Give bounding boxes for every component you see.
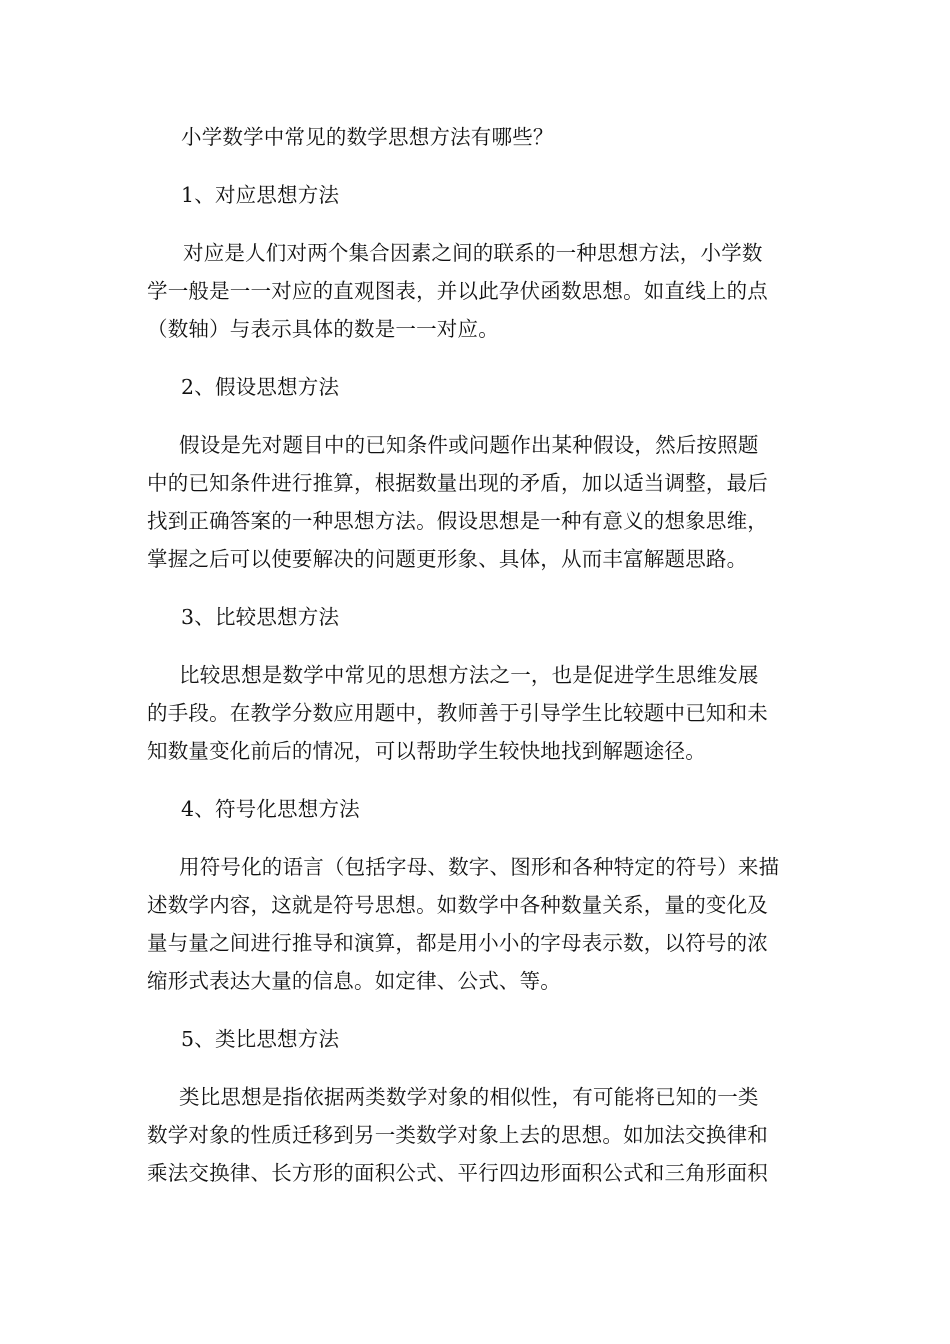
section-paragraph-1 <box>147 234 810 348</box>
section-paragraph-5 <box>147 1078 810 1192</box>
section-paragraph-3 <box>147 656 810 770</box>
section-paragraph-2 <box>147 426 810 578</box>
paragraph-line: 找到正确答案的一种思想方法。假设思想是一种有意义的想象思维， <box>147 509 768 533</box>
paragraph-line: 的手段。在教学分数应用题中，教师善于引导学生比较题中已知和未 <box>147 701 768 725</box>
paragraph-line: 中的已知条件进行推算，根据数量出现的矛盾，加以适当调整，最后 <box>147 471 768 495</box>
paragraph-line: 乘法交换律、长方形的面积公式、平行四边形面积公式和三角形面积 <box>147 1161 768 1185</box>
paragraph-line: 数学对象的性质迁移到另一类数学对象上去的思想。如加法交换律和 <box>147 1123 768 1147</box>
paragraph-line: 类比思想是指依据两类数学对象的相似性，有可能将已知的一类 <box>179 1085 759 1109</box>
section-heading-3: 3、比较思想方法 <box>181 605 340 629</box>
paragraph-line: 缩形式表达大量的信息。如定律、公式、等。 <box>147 969 561 993</box>
section-heading-4: 4、符号化思想方法 <box>181 797 360 821</box>
section-heading-1: 1、对应思想方法 <box>181 183 340 207</box>
paragraph-line: 量与量之间进行推导和演算，都是用小小的字母表示数，以符号的浓 <box>147 931 768 955</box>
section-paragraph-4 <box>147 848 810 1000</box>
paragraph-line: 学一般是一一对应的直观图表，并以此孕伏函数思想。如直线上的点 <box>147 279 768 303</box>
paragraph-line: 对应是人们对两个集合因素之间的联系的一种思想方法，小学数 <box>183 241 763 265</box>
paragraph-line: 掌握之后可以使要解决的问题更形象、具体，从而丰富解题思路。 <box>147 547 748 571</box>
paragraph-line: 述数学内容，这就是符号思想。如数学中各种数量关系，量的变化及 <box>147 893 768 917</box>
paragraph-line: 知数量变化前后的情况，可以帮助学生较快地找到解题途径。 <box>147 739 706 763</box>
section-heading-5: 5、类比思想方法 <box>181 1027 340 1051</box>
paragraph-line: 比较思想是数学中常见的思想方法之一，也是促进学生思维发展 <box>179 663 759 687</box>
document-title: 小学数学中常见的数学思想方法有哪些？ <box>181 125 554 149</box>
paragraph-line: （数轴）与表示具体的数是一一对应。 <box>147 317 499 341</box>
paragraph-line: 假设是先对题目中的已知条件或问题作出某种假设，然后按照题 <box>179 433 759 457</box>
paragraph-line: 用符号化的语言（包括字母、数字、图形和各种特定的符号）来描 <box>179 855 780 879</box>
section-heading-2: 2、假设思想方法 <box>181 375 340 399</box>
